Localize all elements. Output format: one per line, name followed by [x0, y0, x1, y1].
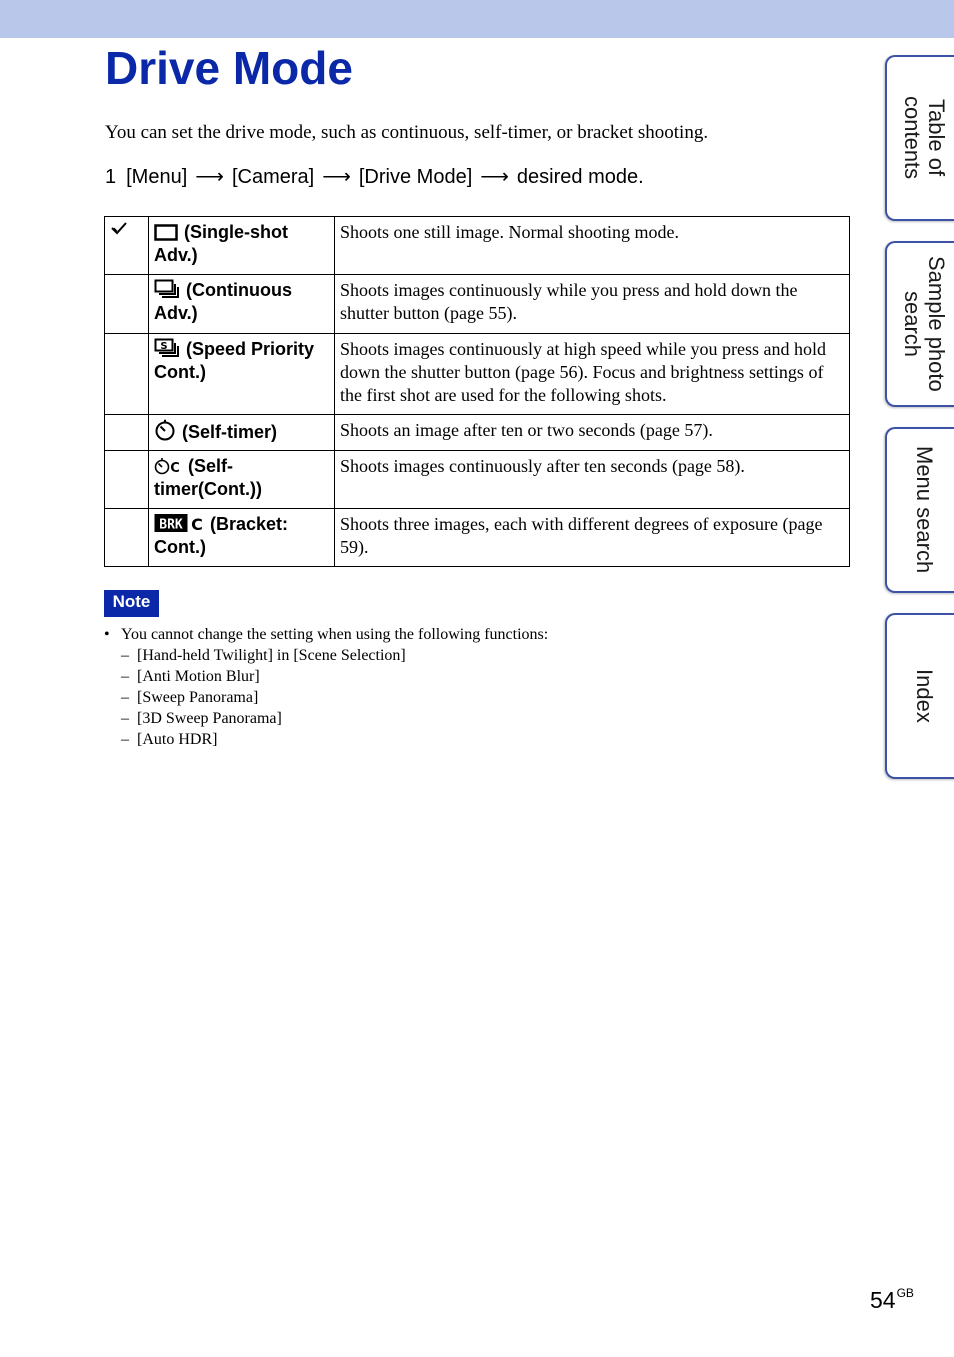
- tab-label: Sample photo search: [900, 256, 949, 392]
- default-marker-cell: [105, 509, 149, 567]
- mode-name: (Single-shot Adv.): [154, 222, 288, 265]
- dash-icon: –: [121, 689, 129, 706]
- mode-description: Shoots images continuously while you press and hold down the shutter button (page 55).: [335, 275, 850, 334]
- svg-text:BRK: BRK: [159, 517, 183, 533]
- default-marker-cell: [105, 275, 149, 334]
- note-bullet: [104, 624, 548, 645]
- list-item-text: [3D Sweep Panorama]: [137, 710, 282, 727]
- self-timer-cont-icon: [154, 457, 182, 475]
- mode-description: Shoots an image after ten or two seconds (page 57).: [335, 415, 850, 451]
- default-marker-cell: [105, 415, 149, 451]
- tab-label: Table of contents: [900, 96, 949, 180]
- list-item: [121, 645, 548, 666]
- mode-description: Shoots three images, each with different degrees of exposure (page 59).: [335, 509, 850, 567]
- svg-text:C: C: [191, 515, 203, 533]
- page-number-suffix: GB: [896, 1286, 914, 1300]
- intro-text: You can set the drive mode, such as continuous, self-timer, or bracket shooting.: [105, 122, 709, 143]
- mode-name-cell: [149, 509, 335, 567]
- bullet-icon: •: [104, 626, 110, 643]
- list-item: [121, 666, 548, 687]
- note-body: [104, 624, 548, 750]
- instruction-step: [105, 164, 644, 190]
- list-item: [121, 687, 548, 708]
- tab-sample-photo-search[interactable]: [885, 241, 954, 407]
- step-drive-mode: [Drive Mode]: [358, 166, 473, 188]
- drive-mode-table: [104, 216, 850, 567]
- table-row: [105, 509, 850, 567]
- list-item-text: [Anti Motion Blur]: [137, 668, 260, 685]
- mode-name: (Self-timer(Cont.)): [154, 456, 262, 499]
- page-number-value: 54: [870, 1287, 896, 1313]
- dash-icon: –: [121, 647, 129, 664]
- table-row: [105, 217, 850, 275]
- page-number: [870, 1278, 914, 1315]
- table-row: [105, 415, 850, 451]
- arrow-icon: ⟶: [195, 166, 224, 188]
- dash-icon: –: [121, 710, 129, 727]
- mode-name-cell: [149, 275, 335, 334]
- step-camera: [Camera]: [231, 166, 315, 188]
- speed-priority-icon: [154, 338, 180, 358]
- single-shot-icon: [154, 224, 178, 241]
- table-row: [105, 275, 850, 334]
- tab-menu-search[interactable]: [885, 427, 954, 593]
- mode-description: Shoots images continuously at high speed while you press and hold down the shutter button (page 56). Focus and brightness settings of the first shot are used for the following shots.: [335, 334, 850, 415]
- list-item: [121, 708, 548, 729]
- top-band: [0, 0, 954, 38]
- mode-name: (Bracket: Cont.): [154, 514, 289, 557]
- step-desired-mode: desired mode.: [516, 166, 644, 188]
- mode-name: (Speed Priority Cont.): [154, 339, 315, 382]
- page-title: Drive Mode: [105, 42, 353, 94]
- step-number: 1: [105, 166, 117, 188]
- table-row: [105, 451, 850, 509]
- mode-description: Shoots one still image. Normal shooting mode.: [335, 217, 850, 275]
- note-function-list: [104, 645, 548, 750]
- mode-name: (Self-timer): [182, 422, 278, 442]
- continuous-icon: [154, 279, 180, 299]
- tab-label: Menu search: [912, 446, 937, 574]
- default-marker-cell: [105, 451, 149, 509]
- mode-name-cell: [149, 217, 335, 275]
- tab-index[interactable]: [885, 613, 954, 779]
- list-item: [121, 729, 548, 750]
- svg-text:C: C: [170, 461, 180, 475]
- default-marker-cell: [105, 334, 149, 415]
- mode-name: (Continuous Adv.): [154, 280, 292, 323]
- note-text: You cannot change the setting when using the following functions:: [121, 626, 549, 643]
- default-check-icon: [110, 221, 128, 235]
- step-menu: [Menu]: [126, 166, 188, 188]
- list-item-text: [Sweep Panorama]: [137, 689, 259, 706]
- self-timer-icon: [154, 419, 176, 441]
- arrow-icon: ⟶: [480, 166, 509, 188]
- mode-name-cell: [149, 451, 335, 509]
- table-row: [105, 334, 850, 415]
- dash-icon: –: [121, 731, 129, 748]
- default-marker-cell: [105, 217, 149, 275]
- list-item-text: [Hand-held Twilight] in [Scene Selection]: [137, 647, 406, 664]
- mode-name-cell: [149, 334, 335, 415]
- tab-table-of-contents[interactable]: [885, 55, 954, 221]
- tab-label: Index: [912, 669, 937, 723]
- svg-text:S: S: [160, 341, 168, 352]
- arrow-icon: ⟶: [322, 166, 351, 188]
- mode-description: Shoots images continuously after ten seconds (page 58).: [335, 451, 850, 509]
- dash-icon: –: [121, 668, 129, 685]
- list-item-text: [Auto HDR]: [137, 731, 218, 748]
- note-badge: Note: [104, 590, 159, 617]
- mode-name-cell: [149, 415, 335, 451]
- bracket-cont-icon: [154, 513, 204, 533]
